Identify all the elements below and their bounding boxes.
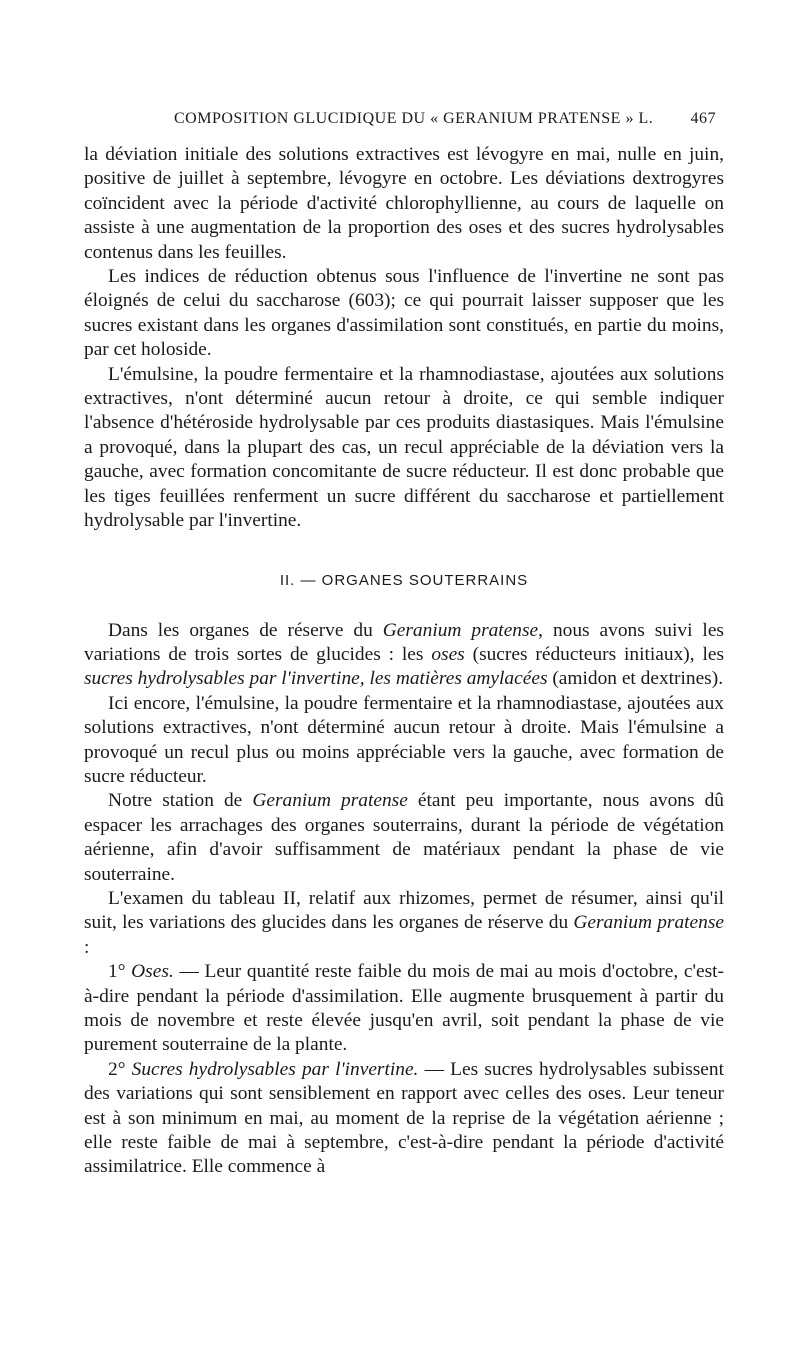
paragraph-continuation: la déviation initiale des solutions extractives est lévogyre en mai, nulle en juin, positive de juillet à septembre, lévogyre en octobre. Les déviations dextrogyres coïncident avec la période d'activité chlorophyllienne, au cours de laquelle on assiste à une augmentation de la proportion des oses et des sucres hydrolysables contenus dans les feuilles. [84, 144, 724, 263]
paragraph-oses: 1° Oses. — Leur quantité reste faible du mois de mai au mois d'octobre, c'est-à-dire pendant la période d'assimilation. Elle augmente brusquement à partir du mois de novembre et reste élevée jusqu'en avril, soit pendant la phase de vie purement souterraine de la plante. [84, 961, 724, 1056]
paragraph-organes-reserve: Dans les organes de réserve du Geranium pratense, nous avons suivi les variations de trois sortes de glucides : les oses (sucres réducteurs initiaux), les sucres hydrolysables par l'invertine, les matières amylacées (amidon et dextrines). [84, 619, 724, 690]
paragraph-ici-encore: Ici encore, l'émulsine, la poudre fermentaire et la rhamnodiastase, ajoutées aux solutions extractives, n'ont déterminé aucun retour à droite. Mais l'émulsine a provoqué un recul plus ou moins appréciable vers la gauche, avec formation de sucre réducteur. [84, 692, 724, 787]
paragraph-station: Notre station de Geranium pratense étant peu importante, nous avons dû espacer les arrachages des organes souterrains, durant la période de végétation aérienne, afin d'avoir suffisamment de matériaux pendant la phase de vie souterraine. [84, 790, 724, 885]
paragraph-invertine: Les indices de réduction obtenus sous l'influence de l'invertine ne sont pas éloignés de celui du saccharose (603); ce qui pourrait laisser supposer que les sucres existant dans les organes d'assimilation sont constitués, en partie du moins, par cet holoside. [84, 266, 724, 361]
paragraph-examen-tableau: L'examen du tableau II, relatif aux rhizomes, permet de résumer, ainsi qu'il suit, les variations des glucides dans les organes de réserve du Geranium pratense : [84, 887, 724, 958]
running-title: COMPOSITION GLUCIDIQUE DU « GERANIUM PRATENSE » L. [174, 110, 654, 127]
running-header [84, 104, 716, 132]
section-heading: II. — ORGANES SOUTERRAINS [279, 571, 529, 589]
paragraph-emulsine: L'émulsine, la poudre fermentaire et la rhamnodiastase, ajoutées aux solutions extractives, n'ont déterminé aucun retour à droite, ce qui semble indiquer l'absence d'hétéroside hydrolysable par ces produits diastasiques. Mais l'émulsine a provoqué, dans la plupart des cas, un recul appréciable de la déviation vers la gauche, avec formation concomitante de sucre réducteur. Il est donc probable que les tiges feuillées renferment un sucre différent du saccharose et partiellement hydrolysable par l'invertine. [84, 363, 724, 532]
body-text [84, 143, 724, 1180]
paragraph-sucres-hydrolysables: 2° Sucres hydrolysables par l'invertine. — Les sucres hydrolysables subissent des variations qui sont sensiblement en rapport avec celles des oses. Leur teneur est à son minimum en mai, au moment de la reprise de la végétation aérienne ; elle reste faible de mai à septembre, c'est-à-dire pendant la période d'activité assimilatrice. Elle commence à [84, 1058, 724, 1178]
page-number: 467 [690, 110, 716, 127]
